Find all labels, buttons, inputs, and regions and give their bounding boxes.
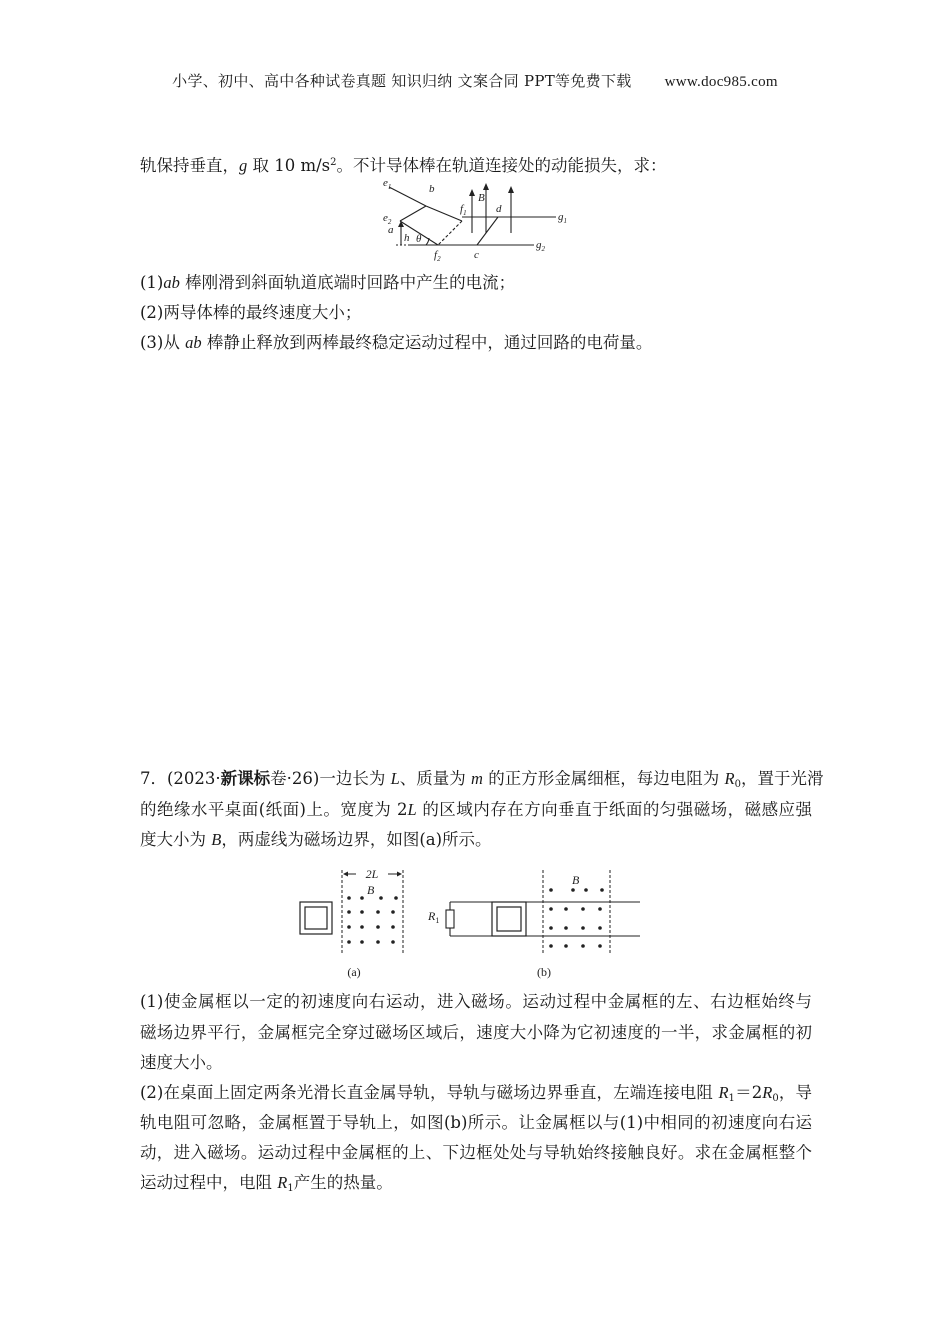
q7-figure-b [424,862,644,982]
q6-part3: (3)从 ab 棒静止释放到两棒最终稳定运动过程中，通过回路的电荷量。 [140,333,653,352]
q7-part2-line1: (2)在桌面上固定两条光滑长直金属导轨，导轨与磁场边界垂直，左端连接电阻 $R_1=2R_0$，导 [140,1083,813,1104]
q7-line3: 度大小为 B，两虚线为磁场边界，如图(a)所示。 [140,830,492,849]
fig-b-R1: $R_1$ [428,909,440,925]
q6-rail-figure [380,175,580,265]
label-g2: $g_2$ [536,239,545,253]
q7-line2: 的绝缘水平桌面(纸面)上。宽度为 2L 的区域内存在方向垂直于纸面的匀强磁场，磁感应强 [140,800,812,819]
q7-part2-line4: 运动过程中，电阻 $R_1$产生的热量。 [140,1173,393,1194]
fig-a-B: B [367,883,375,897]
q7-part2-line2: 轨电阻可忽略，金属框置于导轨上，如图(b)所示。让金属框以与(1)中相同的初速度向右运 [140,1113,812,1132]
q6-part2: (2)两导体棒的最终速度大小； [140,303,362,322]
label-d: d [496,203,502,215]
label-a: a [388,224,394,236]
label-B: B [478,192,485,204]
fig-a-width: 2L [365,867,379,881]
label-c: c [474,249,479,261]
header-text: 小学、初中、高中各种试卷真题 知识归纳 文案合同 PPT等免费下载 [172,72,632,90]
label-f1: $f_1$ [460,203,467,217]
label-g1: $g_1$ [558,211,567,225]
q7-figure-a [296,862,416,982]
q7-line1: 7．(2023·新课标卷·26)一边长为 L、质量为 m 的正方形金属细框，每边电阻为 $R_0$，置于光滑 [140,769,824,790]
q7-part1-line3: 速度大小。 [140,1053,223,1072]
label-e1: $e_1$ [383,177,392,191]
label-b: b [429,183,435,195]
q7-part1-line1: (1)使金属框以一定的初速度向右运动，进入磁场。运动过程中金属框的左、右边框始终与 [140,992,812,1011]
fig-b-dots [549,888,604,948]
header-site: www.doc985.com [664,74,778,90]
fig-b-caption: (b) [537,965,551,979]
fig-a-caption: (a) [347,965,361,979]
q7-part1-line2: 磁场边界平行，金属框完全穿过磁场区域后，速度大小降为它初速度的一半，求金属框的初 [140,1023,812,1042]
page-header [0,70,950,91]
label-f2: $f_2$ [434,249,441,263]
fig-a-dots [347,896,398,944]
q6-intro: 轨保持垂直，g 取 10 $m/s^2$。不计导体棒在轨道连接处的动能损失，求： [140,156,667,175]
label-theta: θ [416,233,422,245]
label-h: h [404,232,410,244]
fig-b-B: B [572,873,580,887]
label-e2: $e_2$ [383,212,392,226]
q6-part1: (1)ab 棒刚滑到斜面轨道底端时回路中产生的电流； [140,273,516,292]
q7-part2-line3: 动，进入磁场。运动过程中金属框的上、下边框处处与导轨始终接触良好。求在金属框整个 [140,1143,812,1162]
